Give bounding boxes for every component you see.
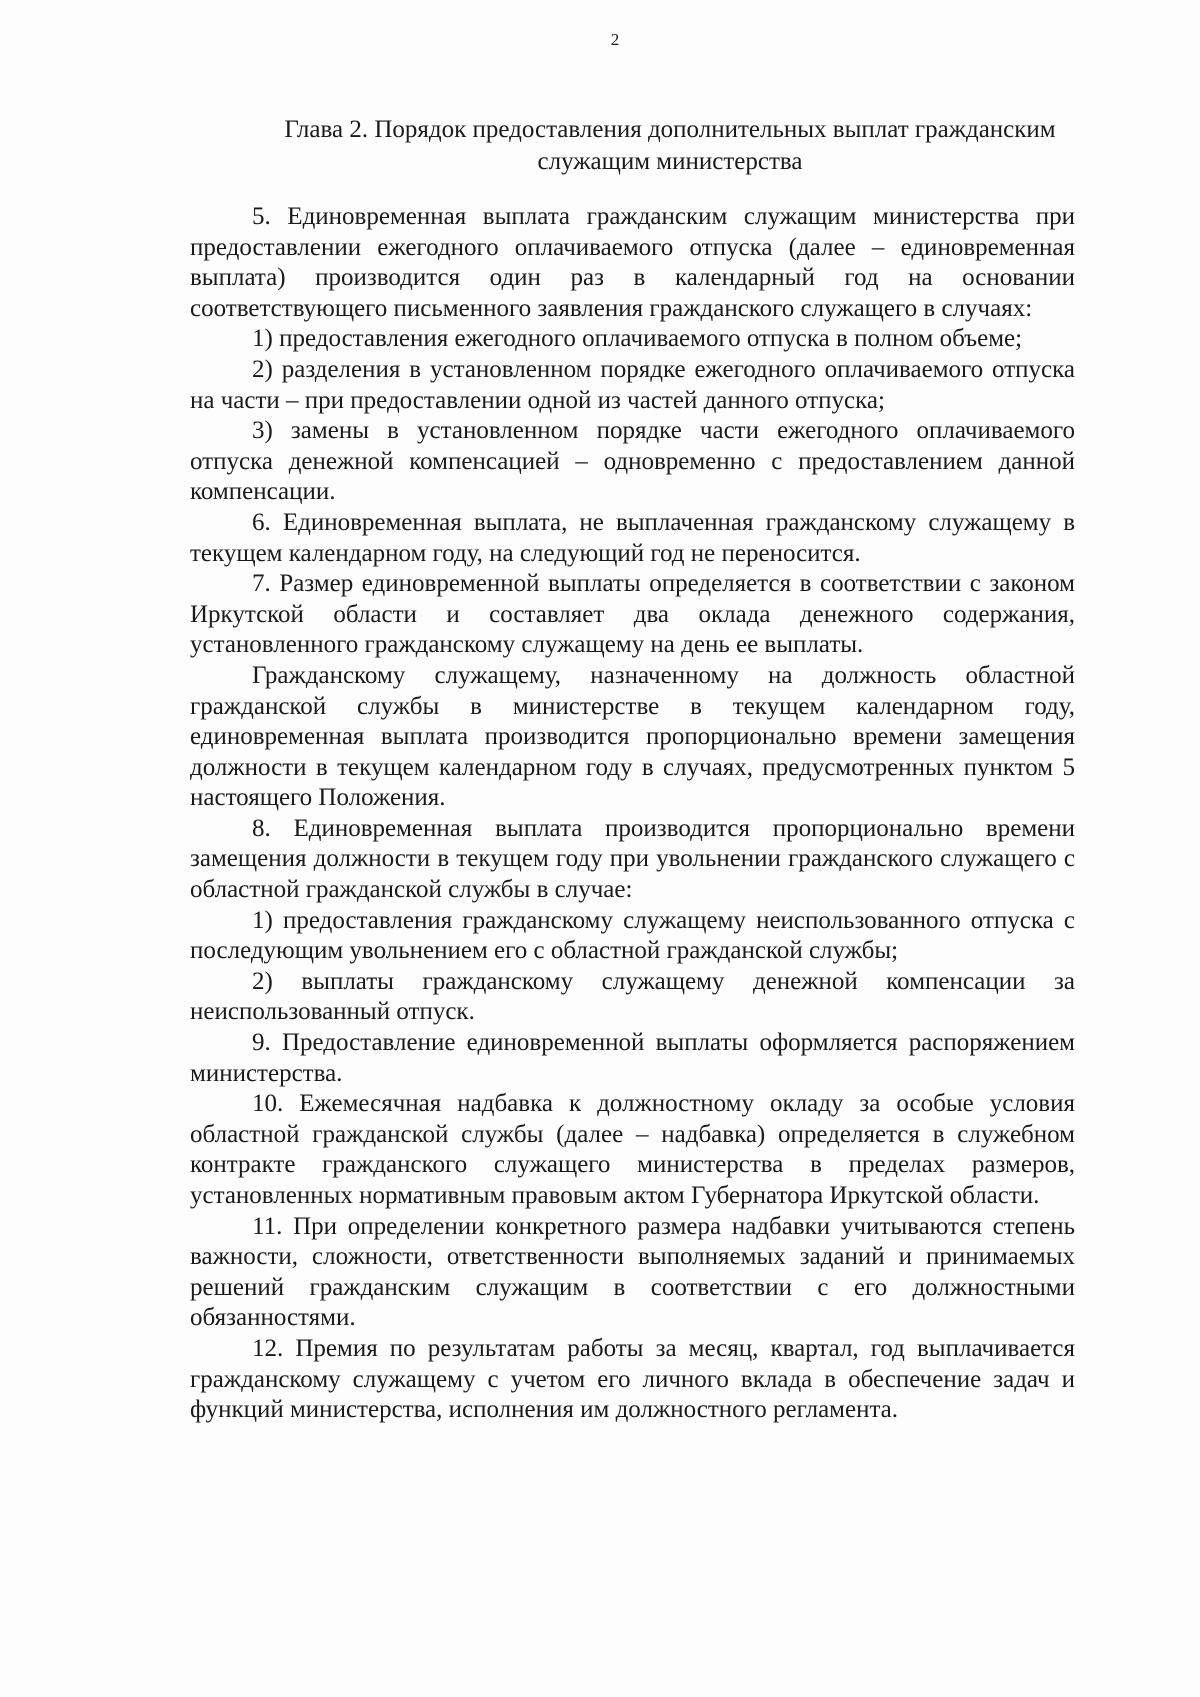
paragraph-5-item-3: 3) замены в установленном порядке части ежегодного оплачиваемого отпуска денежной компенсацией – одновременно с предоставлением данной компенсации. (190, 417, 1075, 506)
chapter-title: Глава 2. Порядок предоставления дополнительных выплат гражданским служащим министерства (284, 116, 1056, 175)
paragraph-8: 8. Единовременная выплата производится пропорционально времени замещения должности в текущем году при увольнении гражданского служащего с областной гражданской службы в случае: (190, 814, 1075, 904)
paragraph-7-part-2: Гражданскому служащему, назначенному на должность областной гражданской службы в министерстве в текущем календарном году, единовременная выплата производится пропорционально времени замещения должности в текущем календарном году в случаях, предусмотренных пунктом 5 настоящего Положения. (190, 661, 1075, 812)
paragraph-8-item-1: 1) предоставления гражданскому служащему неиспользованного отпуска с последующим увольнением его с областной гражданской службы; (190, 906, 1075, 965)
paragraph-5-item-1: 1) предоставления ежегодного оплачиваемого отпуска в полном объеме; (252, 325, 1023, 353)
paragraph-8-item-2: 2) выплаты гражданскому служащему денежной компенсации за неиспользованный отпуск. (190, 967, 1075, 1026)
paragraph-7: 7. Размер единовременной выплаты определяется в соответствии с законом Иркутской области и составляет два оклада денежного содержания, установленного гражданскому служащему на день ее выплаты. (190, 570, 1075, 659)
paragraph-10: 10. Ежемесячная надбавка к должностному окладу за особые условия областной гражданской службы (далее – надбавка) определяется в служебном контракте гражданского служащего министерства в пределах размеров, установленных нормативным правовым актом Губернатора Иркутской области. (190, 1090, 1075, 1209)
paragraph-11: 11. При определении конкретного размера надбавки учитываются степень важности, сложности, ответственности выполняемых заданий и принимаемых решений гражданским служащим в соответствии с его должностными обязанностями. (190, 1212, 1075, 1332)
document-body (190, 202, 1075, 1426)
paragraph-6: 6. Единовременная выплата, не выплаченная гражданскому служащему в текущем календарном году, на следующий год не переносится. (190, 508, 1075, 567)
page-number: 2 (610, 30, 620, 49)
paragraph-12: 12. Премия по результатам работы за месяц, квартал, год выплачивается гражданскому служащему с учетом его личного вклада в обеспечение задач и функций министерства, исполнения им должностного регламента. (190, 1334, 1075, 1424)
paragraph-5: 5. Единовременная выплата гражданским служащим министерства при предоставлении ежегодного оплачиваемого отпуска (далее – единовременная выплата) производится один раз в календарный год на основании соответствующего письменного заявления гражданского служащего в случаях: (190, 203, 1075, 322)
paragraph-9: 9. Предоставление единовременной выплаты оформляется распоряжением министерства. (190, 1029, 1075, 1087)
paragraph-5-item-2: 2) разделения в установленном порядке ежегодного оплачиваемого отпуска на части – при предоставлении одной из частей данного отпуска; (190, 355, 1075, 414)
